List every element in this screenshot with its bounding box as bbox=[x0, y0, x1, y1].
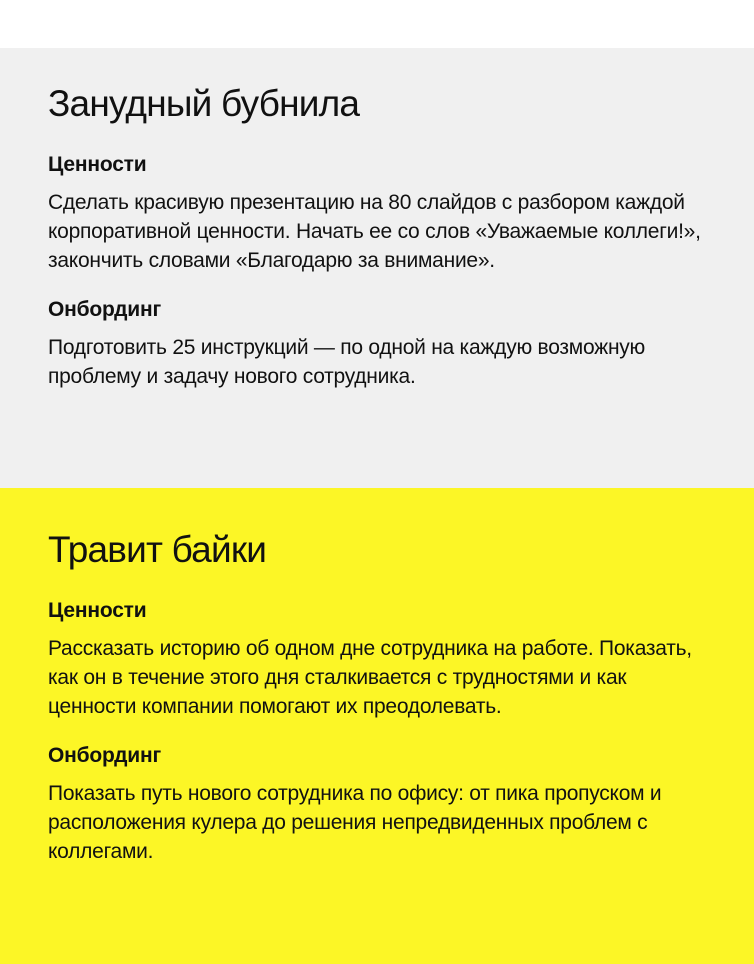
section-heading-onboarding: Онбординг bbox=[48, 298, 161, 321]
section-text-values: Рассказать историю об одном дне сотрудника на работе. Показать, как он в течение этого дня сталкивается с трудностями и как ценности компании помогают их преодолевать. bbox=[48, 637, 692, 718]
section-onboarding bbox=[48, 295, 706, 391]
section-heading-values: Ценности bbox=[48, 599, 147, 622]
top-white-strip bbox=[0, 0, 754, 48]
section-heading-onboarding: Онбординг bbox=[48, 744, 161, 767]
section-heading-values: Ценности bbox=[48, 153, 147, 176]
card-storyteller bbox=[0, 488, 754, 964]
section-text-onboarding: Показать путь нового сотрудника по офису: от пика пропуском и расположения кулера до решения непредвиденных проблем с коллегами. bbox=[48, 782, 662, 863]
section-onboarding bbox=[48, 741, 706, 866]
card-title: Занудный бубнила bbox=[48, 83, 360, 124]
card-boring-mumbler bbox=[0, 48, 754, 488]
section-text-values: Сделать красивую презентацию на 80 слайдов с разбором каждой корпоративной ценности. Начать ее со слов «Уважаемые коллеги!», закончить словами «Благодарю за внимание». bbox=[48, 191, 701, 272]
section-values bbox=[48, 596, 706, 721]
section-text-onboarding: Подготовить 25 инструкций — по одной на каждую возможную проблему и задачу нового сотрудника. bbox=[48, 336, 646, 388]
section-values bbox=[48, 150, 706, 275]
card-title: Травит байки bbox=[48, 529, 267, 570]
